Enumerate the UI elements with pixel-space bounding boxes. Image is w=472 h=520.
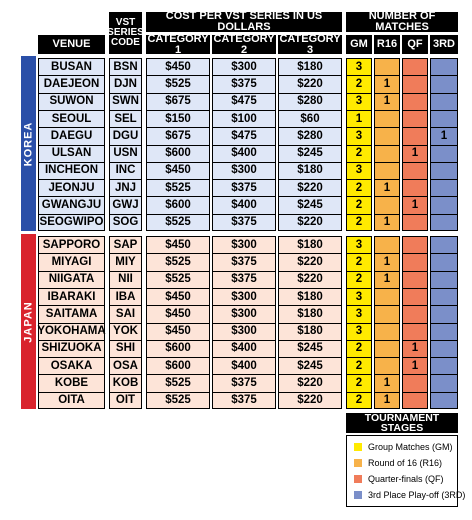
cell-r16	[374, 162, 400, 179]
cell-qf	[402, 305, 428, 322]
cell-c1: $600	[165, 199, 191, 212]
cell-c1: $450	[165, 290, 191, 303]
header-category-1: CATEGORY 1	[147, 32, 209, 56]
cell-r16	[374, 305, 400, 322]
cell-c2: $400	[231, 147, 257, 160]
cell-c2: $375	[231, 216, 257, 229]
header-category-2: CATEGORY 2	[213, 32, 275, 56]
legend-swatch	[354, 475, 362, 483]
legend-swatch	[354, 443, 362, 451]
cell-c1: $600	[165, 342, 191, 355]
cell-gm: 2	[355, 199, 363, 212]
cell-qf: 1	[411, 359, 419, 372]
cell-third	[430, 340, 458, 357]
cell-qf: 1	[411, 199, 419, 212]
cell-code: YOK	[113, 325, 138, 338]
cell-gm: 2	[355, 77, 363, 90]
cell-r16: 1	[383, 181, 391, 194]
cell-r16	[374, 110, 400, 127]
cell-c1: $525	[165, 255, 191, 268]
country-label-text: KOREA	[22, 121, 35, 166]
cell-qf	[402, 179, 428, 196]
header-venue: VENUE	[38, 35, 105, 54]
cell-c2: $375	[231, 377, 257, 390]
cell-venue: SAITAMA	[45, 307, 98, 320]
legend-label: Round of 16 (R16)	[368, 458, 443, 468]
cell-gm: 3	[355, 95, 363, 108]
cell-c3: $245	[297, 147, 323, 160]
cell-third	[430, 305, 458, 322]
cell-gm: 3	[355, 290, 363, 303]
cell-gm: 2	[355, 377, 363, 390]
cell-gm: 2	[355, 216, 363, 229]
cell-gm: 2	[355, 255, 363, 268]
cell-qf	[402, 162, 428, 179]
cell-qf	[402, 392, 428, 409]
cell-r16	[374, 236, 400, 253]
cell-third	[430, 93, 458, 110]
cell-c3: $220	[297, 77, 323, 90]
cell-c2: $375	[231, 77, 257, 90]
cell-qf	[402, 93, 428, 110]
cell-third	[430, 162, 458, 179]
cell-r16: 1	[383, 394, 391, 407]
country-label-text: JAPAN	[22, 300, 35, 343]
cell-c2: $300	[231, 238, 257, 251]
cell-r16	[374, 58, 400, 75]
cell-c1: $525	[165, 394, 191, 407]
cell-c2: $100	[231, 112, 257, 125]
cell-venue: GWANGJU	[41, 199, 102, 212]
cell-r16	[374, 323, 400, 340]
cell-gm: 2	[355, 273, 363, 286]
cell-c3: $180	[297, 290, 323, 303]
cell-qf	[402, 127, 428, 144]
cell-c3: $220	[297, 181, 323, 194]
cell-c1: $525	[165, 77, 191, 90]
country-label-1	[21, 234, 36, 409]
cell-code: NII	[118, 273, 133, 286]
legend-label: Quarter-finals (QF)	[368, 474, 444, 484]
cell-c1: $450	[165, 325, 191, 338]
cell-c3: $220	[297, 216, 323, 229]
cell-code: SEL	[114, 112, 137, 125]
cell-third	[430, 271, 458, 288]
cell-code: BSN	[113, 60, 138, 73]
cell-r16: 1	[383, 255, 391, 268]
cell-code: SAI	[115, 307, 136, 320]
cell-qf	[402, 236, 428, 253]
cell-third	[430, 75, 458, 92]
cell-gm: 3	[355, 238, 363, 251]
cell-r16	[374, 357, 400, 374]
cell-c1: $150	[165, 112, 191, 125]
cell-r16: 1	[383, 377, 391, 390]
legend-item	[354, 490, 465, 500]
cell-third	[430, 110, 458, 127]
cell-c3: $220	[297, 394, 323, 407]
header-third: 3RD	[430, 35, 458, 54]
cell-c2: $300	[231, 290, 257, 303]
cell-c3: $245	[297, 199, 323, 212]
cell-c2: $300	[231, 60, 257, 73]
header-r16: R16	[374, 35, 400, 54]
cell-code: JNJ	[114, 181, 137, 194]
cell-venue: SUWON	[49, 95, 94, 108]
cell-r16: 1	[383, 216, 391, 229]
cell-c1: $600	[165, 147, 191, 160]
cell-qf	[402, 253, 428, 270]
header-code: VST SERIES CODE	[109, 12, 142, 54]
cell-gm: 2	[355, 147, 363, 160]
cell-c1: $525	[165, 181, 191, 194]
cell-gm: 2	[355, 394, 363, 407]
cell-venue: YOKOHAMA	[37, 325, 106, 338]
cell-third	[430, 357, 458, 374]
cell-gm: 2	[355, 342, 363, 355]
cell-c3: $180	[297, 307, 323, 320]
cell-third	[430, 236, 458, 253]
header-gm: GM	[346, 35, 372, 54]
cell-r16	[374, 127, 400, 144]
cell-venue: SEOGWIPO	[39, 216, 104, 229]
cell-venue: MIYAGI	[51, 255, 92, 268]
cell-gm: 3	[355, 325, 363, 338]
cell-venue: IBARAKI	[47, 290, 96, 303]
cell-third	[430, 145, 458, 162]
cell-r16: 1	[383, 273, 391, 286]
cell-c1: $675	[165, 129, 191, 142]
cell-c2: $475	[231, 129, 257, 142]
legend-item	[354, 442, 453, 452]
cell-code: DGU	[112, 129, 139, 142]
cell-c3: $220	[297, 255, 323, 268]
cell-code: USN	[113, 147, 138, 160]
cell-c3: $180	[297, 325, 323, 338]
cell-code: IBA	[115, 290, 136, 303]
cell-c2: $300	[231, 164, 257, 177]
cell-c3: $280	[297, 129, 323, 142]
cell-code: DJN	[113, 77, 137, 90]
cell-code: GWJ	[112, 199, 139, 212]
cell-c2: $400	[231, 342, 257, 355]
cell-qf	[402, 75, 428, 92]
cell-qf	[402, 271, 428, 288]
cell-qf: 1	[411, 147, 419, 160]
cell-c3: $220	[297, 273, 323, 286]
cell-third	[430, 253, 458, 270]
cell-c3: $220	[297, 377, 323, 390]
cell-c3: $280	[297, 95, 323, 108]
cell-code: INC	[115, 164, 136, 177]
cell-c2: $300	[231, 325, 257, 338]
cell-qf	[402, 110, 428, 127]
cell-venue: NIIGATA	[48, 273, 95, 286]
cell-venue: SHIZUOKA	[41, 342, 102, 355]
legend-label: Group Matches (GM)	[368, 442, 453, 452]
cell-c2: $300	[231, 307, 257, 320]
cell-gm: 2	[355, 181, 363, 194]
cell-c1: $525	[165, 273, 191, 286]
legend-item	[354, 474, 444, 484]
legend-swatch	[354, 491, 362, 499]
cell-c1: $600	[165, 359, 191, 372]
cell-gm: 3	[355, 60, 363, 73]
cell-code: SOG	[112, 216, 139, 229]
cell-venue: DAEGU	[50, 129, 93, 142]
cell-r16: 1	[383, 95, 391, 108]
cell-c1: $525	[165, 216, 191, 229]
cell-c2: $375	[231, 255, 257, 268]
cell-qf	[402, 288, 428, 305]
cell-code: SWN	[112, 95, 139, 108]
cell-c3: $180	[297, 60, 323, 73]
cell-qf	[402, 374, 428, 391]
cell-r16	[374, 196, 400, 213]
cell-c1: $525	[165, 377, 191, 390]
cell-r16	[374, 340, 400, 357]
legend-title: TOURNAMENT STAGES	[346, 413, 458, 433]
cell-qf	[402, 58, 428, 75]
cell-c2: $475	[231, 95, 257, 108]
cell-third: 1	[440, 129, 448, 142]
header-cost: COST PER VST SERIES IN US DOLLARS	[146, 12, 342, 32]
cell-code: SHI	[115, 342, 136, 355]
cell-qf: 1	[411, 342, 419, 355]
country-label-0	[21, 56, 36, 231]
cell-c3: $245	[297, 342, 323, 355]
cell-third	[430, 374, 458, 391]
cell-r16	[374, 288, 400, 305]
cell-c2: $375	[231, 273, 257, 286]
cell-c3: $180	[297, 164, 323, 177]
cell-r16: 1	[383, 77, 391, 90]
cell-code: SAP	[113, 238, 138, 251]
cell-c1: $450	[165, 307, 191, 320]
cell-venue: JEONJU	[48, 181, 95, 194]
cell-gm: 1	[355, 112, 363, 125]
cell-c2: $375	[231, 181, 257, 194]
cell-third	[430, 323, 458, 340]
header-qf: QF	[402, 35, 428, 54]
cell-third	[430, 214, 458, 231]
cell-code: KOB	[112, 377, 139, 390]
cell-code: OSA	[113, 359, 138, 372]
cell-gm: 2	[355, 359, 363, 372]
cell-c1: $450	[165, 238, 191, 251]
cell-third	[430, 179, 458, 196]
cell-gm: 3	[355, 129, 363, 142]
cell-c2: $375	[231, 394, 257, 407]
cell-c3: $245	[297, 359, 323, 372]
cell-c3: $180	[297, 238, 323, 251]
legend-label: 3rd Place Play-off (3RD)	[368, 490, 466, 500]
cell-code: MIY	[115, 255, 136, 268]
legend-item	[354, 458, 442, 468]
cell-c1: $450	[165, 60, 191, 73]
header-matches: NUMBER OF MATCHES	[346, 12, 458, 32]
cell-qf	[402, 323, 428, 340]
cell-third	[430, 58, 458, 75]
cell-venue: BUSAN	[51, 60, 92, 73]
cell-venue: SEOUL	[51, 112, 92, 125]
legend-swatch	[354, 459, 362, 467]
cell-venue: OSAKA	[50, 359, 93, 372]
cell-third	[430, 392, 458, 409]
cell-c1: $450	[165, 164, 191, 177]
cell-gm: 3	[355, 307, 363, 320]
cell-c1: $675	[165, 95, 191, 108]
cell-third	[430, 288, 458, 305]
header-category-3: CATEGORY 3	[279, 32, 341, 56]
cell-code: OIT	[115, 394, 136, 407]
cell-venue: SAPPORO	[42, 238, 101, 251]
cell-c3: $60	[300, 112, 320, 125]
cell-r16	[374, 145, 400, 162]
cell-c2: $400	[231, 199, 257, 212]
cell-c2: $400	[231, 359, 257, 372]
cell-venue: INCHEON	[44, 164, 99, 177]
cell-gm: 3	[355, 164, 363, 177]
cell-third	[430, 196, 458, 213]
cell-venue: DAEJEON	[43, 77, 100, 90]
cell-venue: OITA	[58, 394, 85, 407]
cell-venue: ULSAN	[51, 147, 92, 160]
cell-venue: KOBE	[54, 377, 89, 390]
cell-qf	[402, 214, 428, 231]
